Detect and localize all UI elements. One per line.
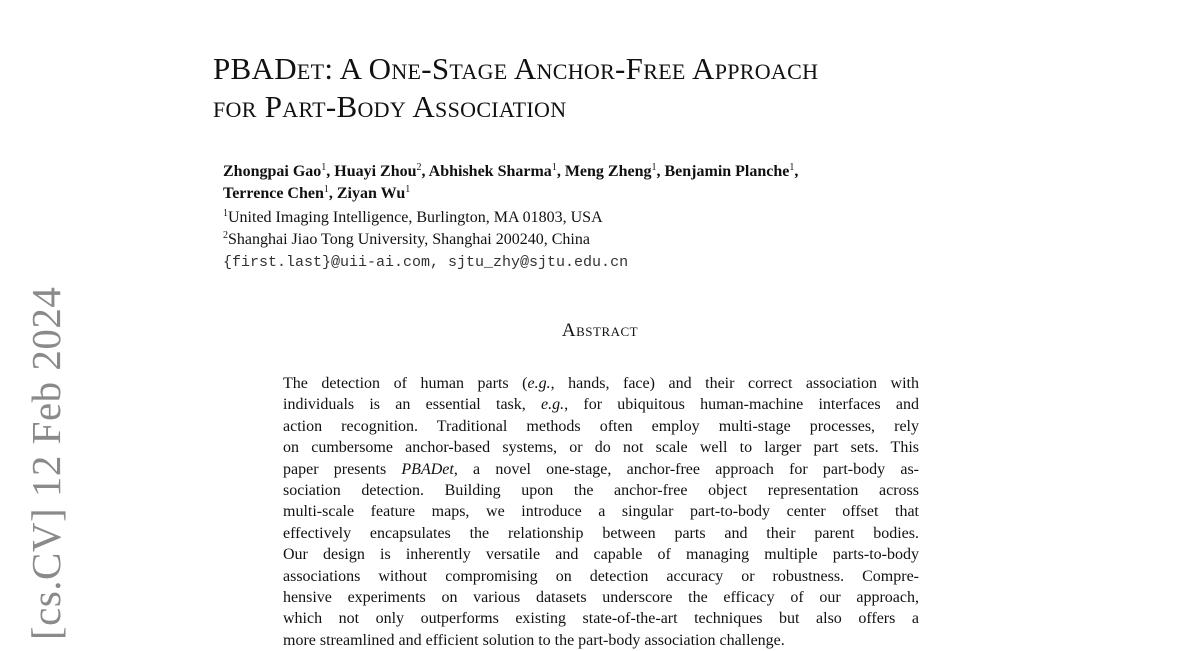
author: Ziyan Wu$^1$ — [336, 184, 411, 202]
affiliation: $^2$Shanghai Jiao Tong University, Shanghai 200240, China — [223, 230, 590, 248]
abstract-line: Our design is inherently versatile and capable of managing multiple parts-to-body — [283, 546, 919, 564]
affiliation: $^1$United Imaging Intelligence, Burlington, MA 01803, USA — [223, 208, 603, 226]
arxiv-side-stamp: [cs.CV] 12 Feb 2024 — [23, 286, 69, 640]
author: Huayi Zhou$^2$, — [334, 162, 429, 180]
abstract-line: sociation detection. Building upon the anchor-free object representation across — [283, 481, 919, 499]
title-line-1: PBADet: A One-Stage Anchor-Free Approach — [213, 51, 819, 86]
author-row-2 — [223, 183, 1023, 205]
abstract-line: which not only outperforms existing state-of-the-art techniques but also offers a — [283, 610, 919, 628]
affiliation-list — [223, 207, 603, 251]
contact-email: {first.last}@uii-ai.com, sjtu_zhy@sjtu.edu.cn — [223, 254, 629, 271]
author: Benjamin Planche$^1$, — [664, 162, 799, 180]
abstract-line: individuals is an essential task, e.g., for ubiquitous human-machine interfaces and — [283, 396, 919, 414]
abstract-line: more streamlined and efficient solution to the part-body association challenge. — [283, 631, 785, 649]
author: Abhishek Sharma$^1$, — [428, 162, 565, 180]
abstract-line: The detection of human parts (e.g., hands, face) and their correct association with — [283, 375, 920, 392]
author-list — [223, 161, 1023, 205]
abstract-line: on cumbersome anchor-based systems, or do not scale well to larger part sets. This — [283, 439, 919, 457]
abstract-line: action recognition. Traditional methods often employ multi-stage processes, rely — [283, 417, 919, 435]
paper-title — [213, 50, 1033, 126]
abstract-heading: Abstract — [561, 320, 639, 341]
author: Zhongpai Gao$^1$, — [223, 162, 335, 180]
title-line-2: for Part-Body Association — [213, 89, 567, 124]
abstract-line: associations without compromising on detection accuracy or robustness. Compre- — [283, 567, 919, 585]
author: Meng Zheng$^1$, — [564, 162, 665, 180]
abstract-body — [283, 373, 919, 651]
abstract-line: effectively encapsulates the relationship between parts and their parent bodies. — [283, 524, 919, 542]
author: Terrence Chen$^1$, — [223, 184, 337, 202]
abstract-line: multi-scale feature maps, we introduce a singular part-to-body center offset that — [283, 503, 919, 521]
abstract-line: paper presents PBADet, a novel one-stage, anchor-free approach for part-body as- — [283, 460, 919, 478]
abstract-line: hensive experiments on various datasets underscore the efficacy of our approach, — [283, 588, 919, 606]
author-row-1 — [223, 161, 1023, 183]
